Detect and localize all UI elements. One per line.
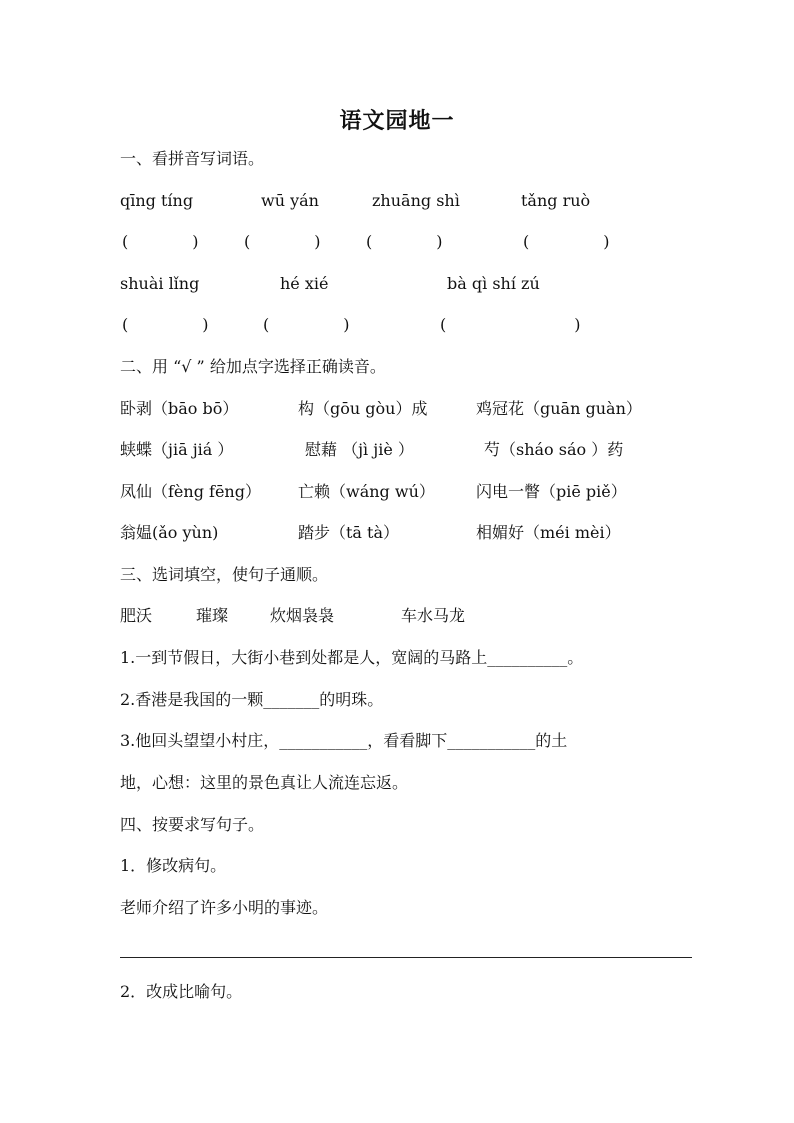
pinyin-item: shuài lǐng xyxy=(120,274,200,293)
reading-choice-item[interactable]: 凤仙（fèng fēng） xyxy=(120,482,261,501)
pinyin-item: wū yán xyxy=(261,191,319,210)
question-1-sentence: 老师介绍了许多小明的事迹。 xyxy=(120,898,329,917)
word-option: 肥沃 xyxy=(120,606,153,625)
reading-choice-item[interactable]: 相媚好（méi mèi） xyxy=(476,523,621,542)
blank-open: ( xyxy=(244,232,251,251)
reading-choice-item[interactable]: 闪电一瞥（piē piě） xyxy=(476,482,627,501)
fill-question-1[interactable]: 1.一到节假日，大街小巷到处都是人，宽阔的马路上__________。 xyxy=(120,648,584,667)
blank-open: ( xyxy=(440,315,447,334)
reading-choice-item[interactable]: 卧剥（bāo bō） xyxy=(120,399,239,418)
word-option: 车水马龙 xyxy=(401,606,466,625)
answer-blank[interactable] xyxy=(122,231,199,253)
page-title: 语文园地一 xyxy=(339,108,455,134)
reading-choice-item[interactable]: 亡赖（wáng wú） xyxy=(298,482,435,501)
blank-close: ) xyxy=(343,315,350,334)
reading-choice-item[interactable]: 芍（sháo sáo ）药 xyxy=(484,440,624,459)
answer-blank[interactable] xyxy=(440,314,581,336)
section2-heading: 二、用 “√ ” 给加点字选择正确读音。 xyxy=(120,357,386,376)
fill-question-3[interactable]: 3.他回头望望小村庄，___________，看看脚下___________的土 xyxy=(120,731,568,750)
reading-choice-item[interactable]: 慰藉 （jì jiè ） xyxy=(305,440,414,459)
answer-blank[interactable] xyxy=(263,314,350,336)
blank-close: ) xyxy=(192,232,199,251)
reading-choice-item[interactable]: 蛱蝶（jiā jiá ） xyxy=(120,440,234,459)
blank-open: ( xyxy=(122,232,129,251)
blank-close: ) xyxy=(202,315,209,334)
pinyin-item: bà qì shí zú xyxy=(447,274,540,293)
reading-choice-item[interactable]: 构（gōu gòu）成 xyxy=(298,399,428,418)
answer-blank[interactable] xyxy=(523,231,610,253)
reading-choice-item[interactable]: 鸡冠花（guān guàn） xyxy=(476,399,642,418)
answer-blank[interactable] xyxy=(244,231,321,253)
blank-open: ( xyxy=(122,315,129,334)
blank-open: ( xyxy=(523,232,530,251)
word-option: 璀璨 xyxy=(196,606,229,625)
answer-line[interactable] xyxy=(120,957,692,958)
pinyin-item: hé xié xyxy=(280,274,329,293)
answer-blank[interactable] xyxy=(366,231,443,253)
question-1-label: 1．修改病句。 xyxy=(120,856,227,875)
blank-close: ) xyxy=(436,232,443,251)
blank-close: ) xyxy=(603,232,610,251)
blank-open: ( xyxy=(263,315,270,334)
section4-heading: 四、按要求写句子。 xyxy=(120,815,265,834)
answer-blank[interactable] xyxy=(122,314,209,336)
question-2-label: 2．改成比喻句。 xyxy=(120,982,243,1001)
word-option: 炊烟袅袅 xyxy=(270,606,335,625)
fill-question-2[interactable]: 2.香港是我国的一颗_______的明珠。 xyxy=(120,690,384,709)
pinyin-item: tǎng ruò xyxy=(521,191,591,210)
reading-choice-item[interactable]: 翁媪(ǎo yùn) xyxy=(120,523,219,542)
blank-close: ) xyxy=(314,232,321,251)
reading-choice-item[interactable]: 踏步（tā tà） xyxy=(298,523,400,542)
blank-open: ( xyxy=(366,232,373,251)
blank-close: ) xyxy=(574,315,581,334)
fill-question-3-continued: 地，心想：这里的景色真让人流连忘返。 xyxy=(120,773,409,792)
pinyin-item: zhuāng shì xyxy=(372,191,460,210)
section1-heading: 一、看拼音写词语。 xyxy=(120,149,265,168)
section3-heading: 三、选词填空，使句子通顺。 xyxy=(120,565,329,584)
pinyin-item: qīng tíng xyxy=(120,191,194,210)
